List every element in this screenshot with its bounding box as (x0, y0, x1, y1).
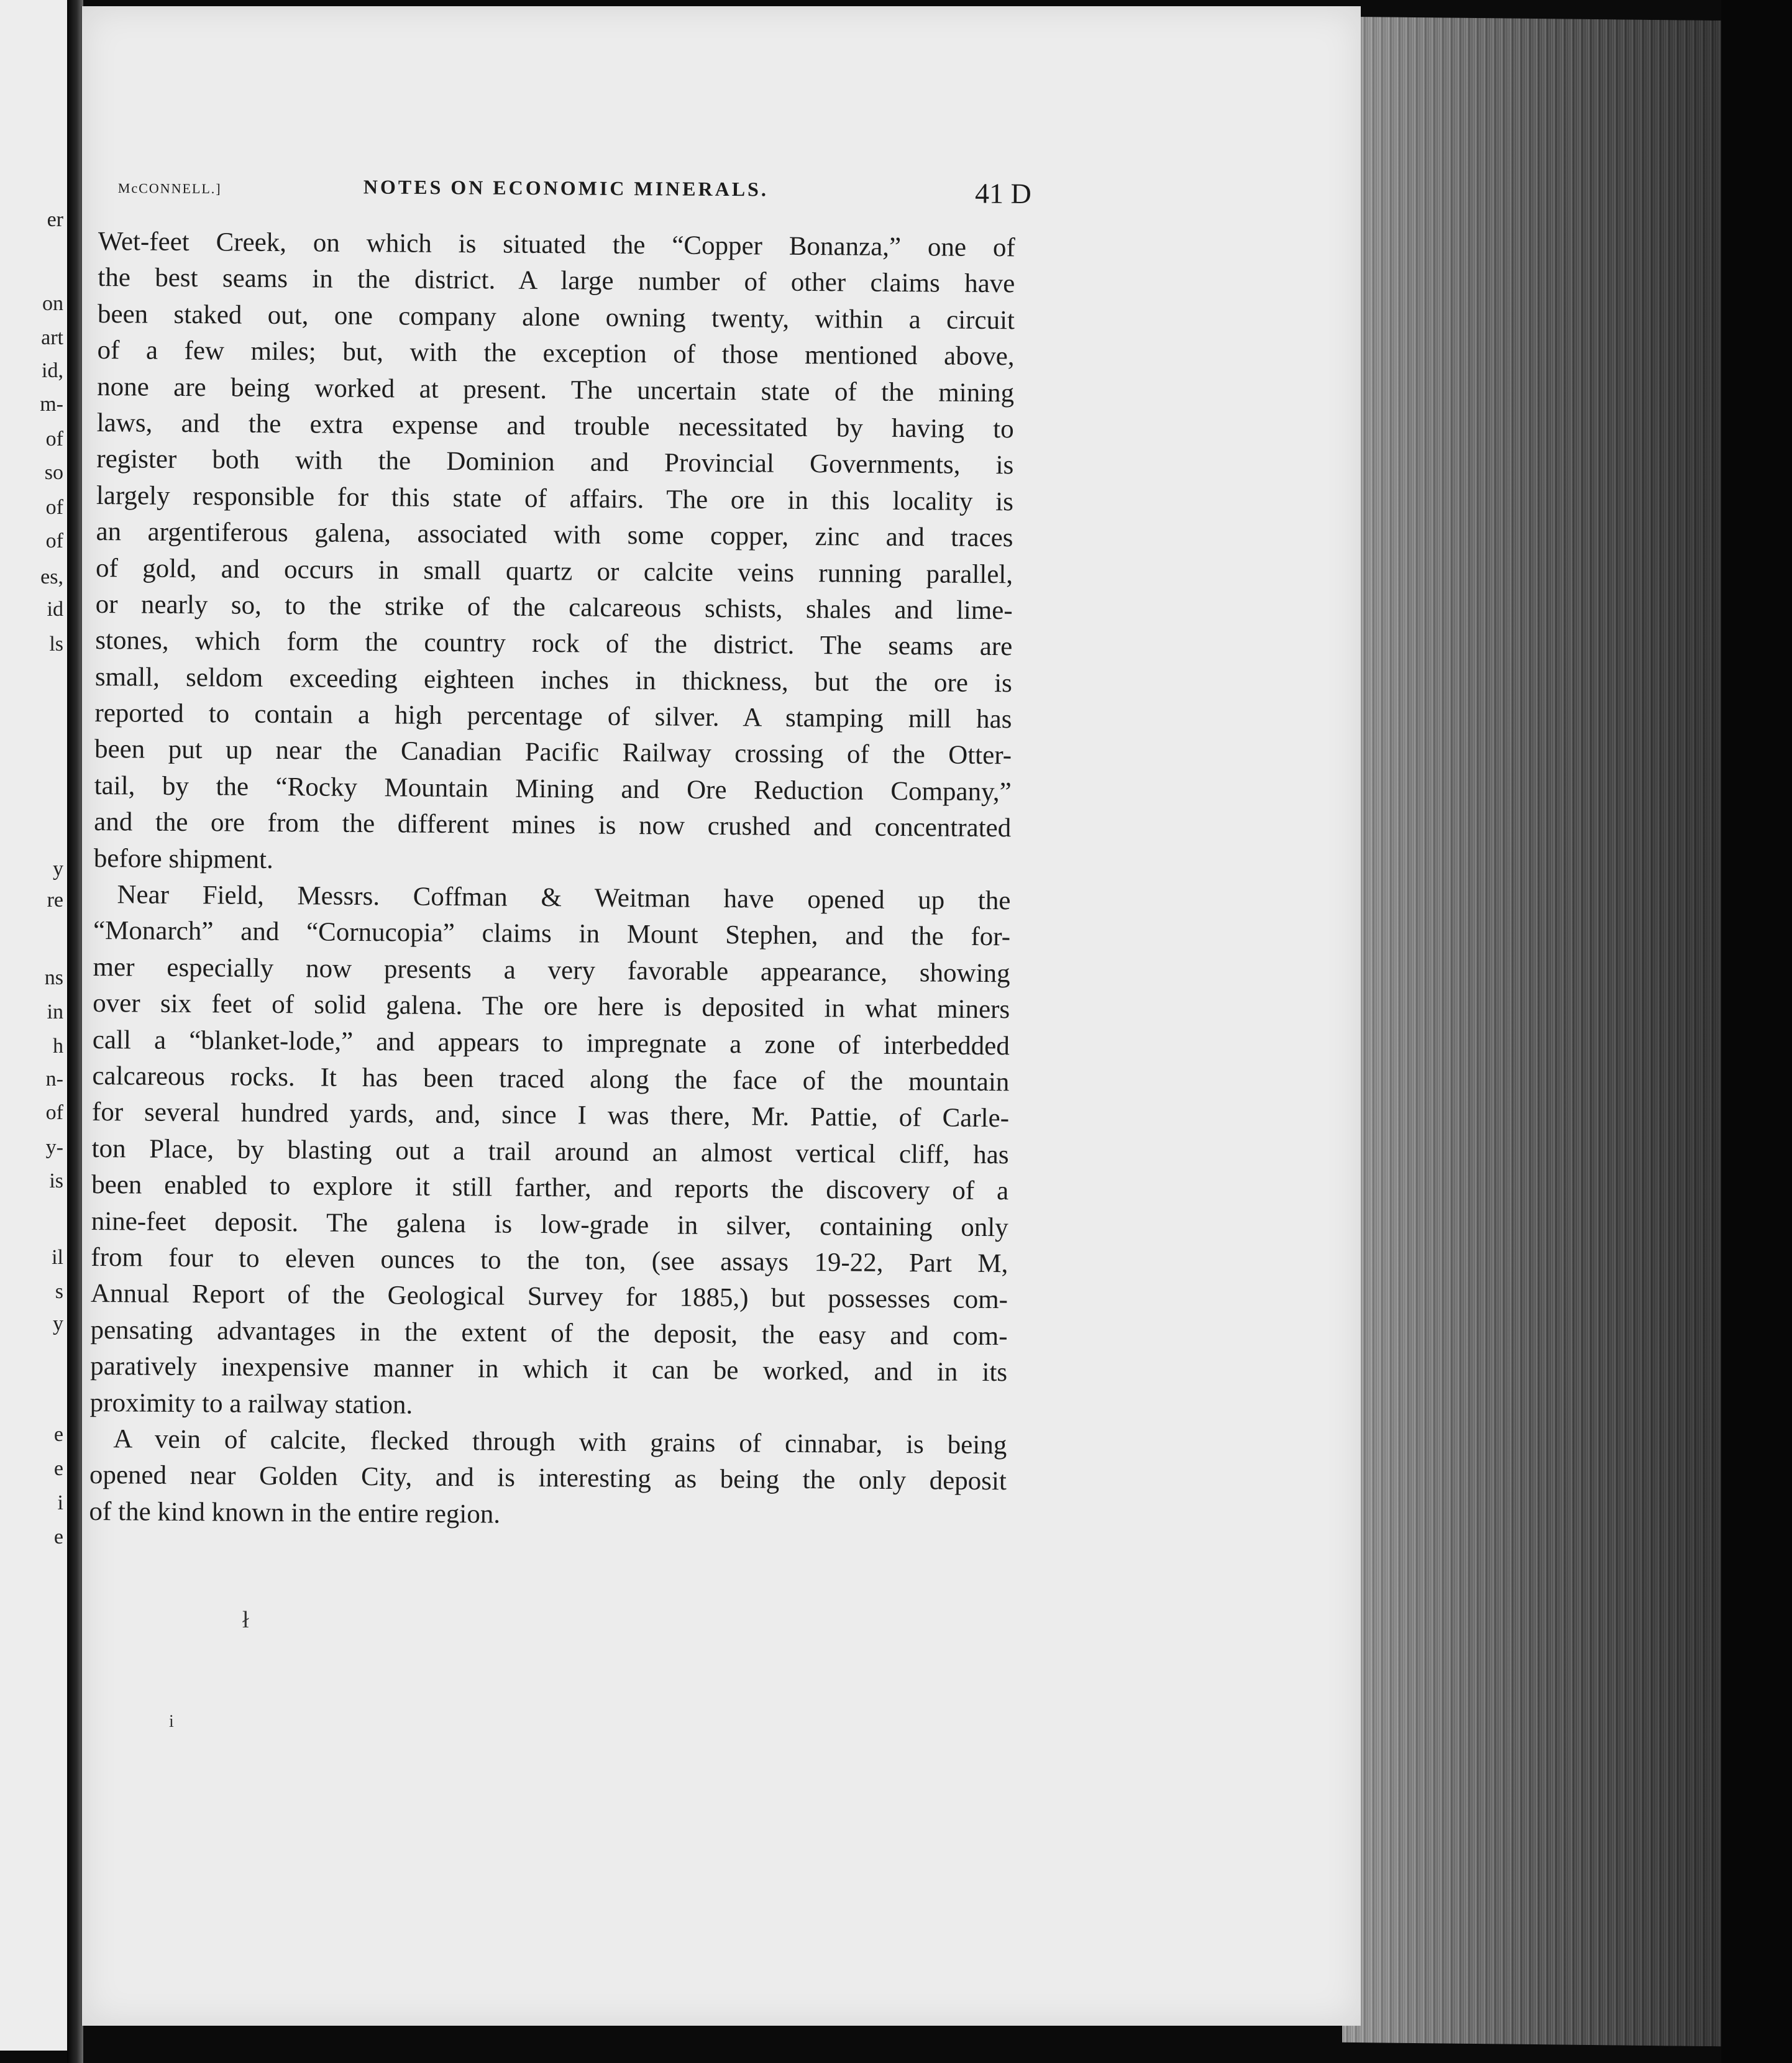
left-page-text-fragment: in (47, 1000, 63, 1023)
book-fore-edge (1342, 17, 1727, 2046)
text-line: been enabled to explore it still farther, and reports the discovery of a (91, 1170, 1009, 1206)
text-line: laws, and the extra expense and trouble necessitated by having to (96, 408, 1014, 444)
left-page-text-fragment: m- (40, 393, 63, 416)
text-line: been staked out, one company alone owning twenty, within a circuit (97, 299, 1015, 336)
left-page-text-fragment: y- (45, 1136, 63, 1159)
text-line: Near Field, Messrs. Coffman & Weitman have opened up the (117, 880, 1011, 916)
left-page-text-fragment: es, (40, 565, 63, 588)
left-page-text-fragment: of (45, 1101, 63, 1124)
left-page-text-fragment: s (55, 1280, 63, 1303)
stray-mark: i (169, 1712, 174, 1731)
text-line: opened near Golden City, and is interesting as being the only deposit (89, 1460, 1007, 1496)
left-page-text-fragment: on (42, 292, 63, 315)
text-line: paratively inexpensive manner in which it can be worked, and in its (90, 1352, 1008, 1388)
left-page-text-fragment: e (53, 1526, 63, 1548)
left-page-text-fragment: re (47, 889, 63, 912)
text-line: from four to eleven ounces to the ton, (see assays 19-22, Part M, (91, 1242, 1008, 1279)
left-page-text-fragment: y (53, 1312, 63, 1335)
left-page-text-fragment: n- (45, 1068, 63, 1091)
running-head (118, 172, 1031, 214)
left-facing-page (0, 0, 68, 2051)
background-edge (1721, 0, 1792, 2063)
left-page-text-fragment: e (53, 1457, 63, 1480)
left-page-text-fragment: art (41, 326, 63, 349)
left-page-text-fragment: i (57, 1491, 63, 1514)
header-author: McCONNELL.] (117, 180, 222, 197)
left-page-text-fragment: e (53, 1423, 63, 1446)
text-line: been put up near the Canadian Pacific Railway crossing of the Otter- (94, 734, 1012, 771)
text-line: or nearly so, to the strike of the calcareous schists, shales and lime- (95, 589, 1013, 626)
stray-mark: ł (242, 1607, 249, 1633)
left-page-text-fragment: so (44, 461, 63, 484)
page-number: 41 D (974, 177, 1031, 209)
left-page-text-fragment: ns (44, 966, 63, 989)
text-line: none are being worked at present. The uncertain state of the mining (97, 372, 1015, 408)
text-line: register both with the Dominion and Provincial Governments, is (96, 444, 1014, 480)
text-line: calcareous rocks. It has been traced along the face of the mountain (92, 1061, 1010, 1097)
text-line: stones, which form the country rock of the district. The seams are (95, 626, 1013, 662)
text-line: an argentiferous galena, associated with some copper, zinc and traces (96, 517, 1013, 553)
paragraph (89, 1421, 1007, 1536)
text-line: of a few miles; but, with the exception of those mentioned above, (97, 336, 1015, 372)
text-line: tail, by the “Rocky Mountain Mining and Ore Reduction Company,” (94, 771, 1012, 807)
text-line: nine-feet deposit. The galena is low-grade in silver, containing only (91, 1206, 1008, 1242)
left-page-text-fragment: h (53, 1035, 63, 1058)
text-line: Wet-feet Creek, on which is situated the “Copper Bonanza,” one of (98, 226, 1015, 263)
text-line: small, seldom exceeding eighteen inches in thickness, but the ore is (94, 662, 1013, 698)
text-line: before shipment. (93, 843, 274, 874)
text-line: call a “blanket-lode,” and appears to impregnate a zone of interbedded (92, 1025, 1010, 1061)
text-line: reported to contain a high percentage of silver. A stamping mill has (94, 698, 1012, 734)
text-line: ton Place, by blasting out a trail around an almost vertical cliff, has (91, 1133, 1009, 1170)
text-line: Annual Report of the Geological Survey for 1885,) but possesses com- (90, 1279, 1008, 1315)
text-line: the best seams in the district. A large number of other claims have (98, 263, 1015, 299)
text-line: largely responsible for this state of affairs. The ore in this locality is (96, 480, 1014, 517)
left-page-text-fragment: y (53, 858, 63, 881)
text-line: of the kind known in the entire region. (89, 1496, 501, 1529)
text-line: and the ore from the different mines is now crushed and concentrated (94, 807, 1012, 843)
text-line: for several hundred yards, and, since I was there, Mr. Pattie, of Carle- (91, 1097, 1010, 1133)
text-line: of gold, and occurs in small quartz or calcite veins running parallel, (95, 553, 1013, 589)
left-page-text-fragment: of (45, 496, 63, 519)
left-page-text-fragment: of (45, 529, 63, 552)
left-page-text-fragment: er (47, 208, 63, 231)
left-page-text-fragment: is (49, 1169, 63, 1192)
text-line: over six feet of solid galena. The ore here is deposited in what miners (93, 989, 1010, 1025)
left-page-text-fragment: id, (42, 359, 63, 382)
left-page-text-fragment: ls (49, 633, 63, 656)
text-line: mer especially now presents a very favorable appearance, showing (93, 952, 1010, 989)
left-page-text-fragment: id (47, 598, 63, 621)
left-page-text-fragment: of (45, 428, 63, 451)
body-text (89, 224, 1015, 1536)
text-line: A vein of calcite, flecked through with grains of cinnabar, is being (113, 1424, 1007, 1460)
paragraph (94, 224, 1015, 883)
paragraph (90, 877, 1011, 1427)
header-title: NOTES ON ECONOMIC MINERALS. (363, 175, 769, 201)
text-line: “Monarch” and “Cornucopia” claims in Mount Stephen, and the for- (93, 916, 1011, 952)
text-line: proximity to a railway station. (89, 1388, 413, 1420)
left-page-text-fragment: il (52, 1246, 63, 1269)
text-line: pensating advantages in the extent of the deposit, the easy and com- (90, 1315, 1008, 1351)
